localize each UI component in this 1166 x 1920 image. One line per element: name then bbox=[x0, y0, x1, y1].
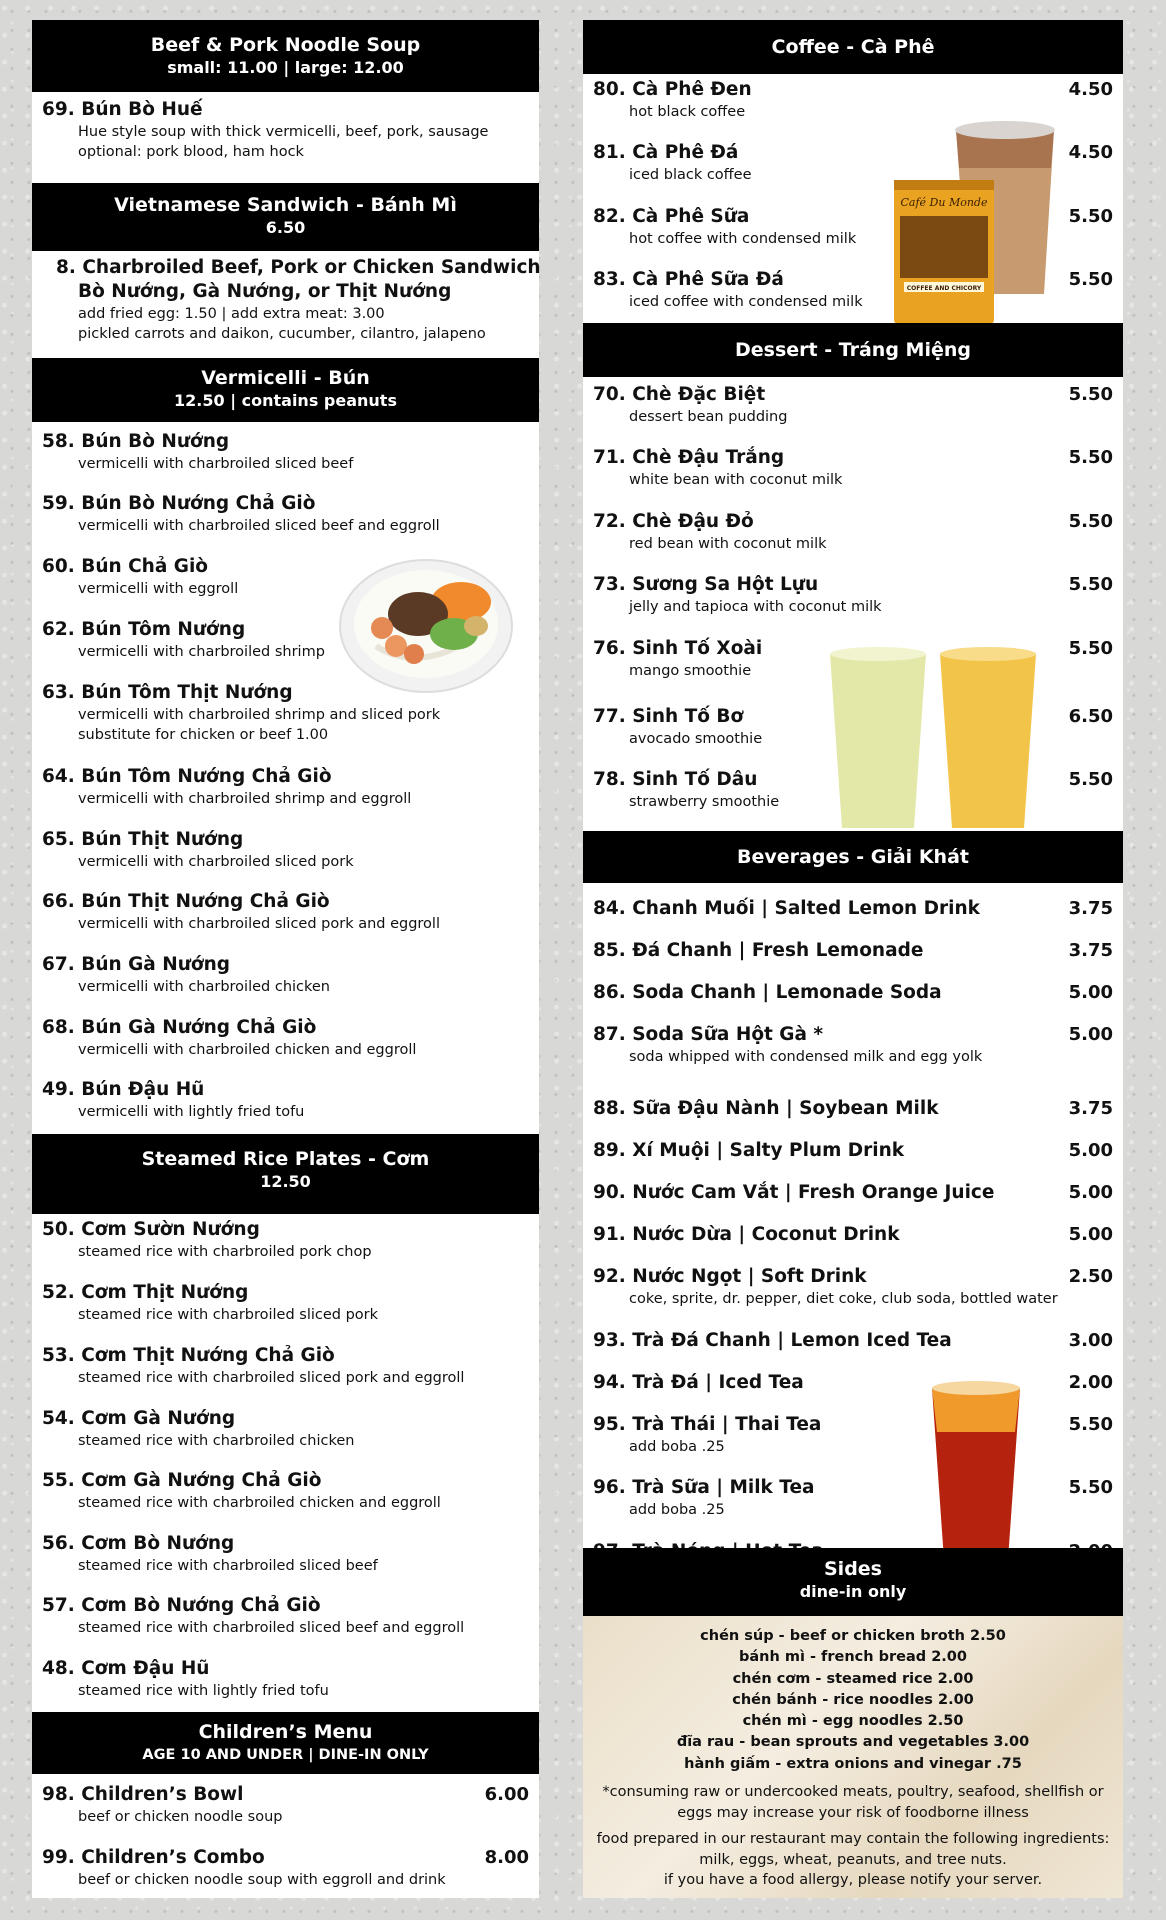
section-title: Beverages - Giải Khát bbox=[737, 846, 969, 868]
noodle-soup-header bbox=[32, 20, 539, 92]
item-name: 81. Cà Phê Đá bbox=[593, 142, 739, 163]
can-sublabel: COFFEE AND CHICORY bbox=[906, 285, 982, 292]
item-name: 60. Bún Chả Giò bbox=[42, 556, 209, 577]
item-price: 3.75 bbox=[1068, 898, 1113, 919]
item-name: 85. Đá Chanh | Fresh Lemonade bbox=[593, 940, 924, 961]
item-name: 99. Children’s Combo bbox=[42, 1847, 265, 1868]
section-subtitle: small: 11.00 | large: 12.00 bbox=[167, 58, 404, 77]
allergen-notice: food prepared in our restaurant may contain the following ingredients: milk, eggs, wheat, peanuts, and tree nuts. bbox=[596, 1831, 1110, 1868]
item-price: 5.00 bbox=[1068, 982, 1113, 1003]
item-name: 54. Cơm Gà Nướng bbox=[42, 1408, 236, 1429]
section-title: Dessert - Tráng Miệng bbox=[735, 339, 971, 361]
menu-item bbox=[593, 1181, 1113, 1205]
menu-item bbox=[42, 890, 529, 934]
menu-item bbox=[593, 1371, 1113, 1395]
item-price: 5.50 bbox=[1068, 1477, 1113, 1498]
sides-header bbox=[583, 1548, 1123, 1616]
item-price: 4.50 bbox=[1068, 142, 1113, 163]
item-description: vermicelli with charbroiled sliced beef and eggroll bbox=[78, 518, 440, 534]
item-name: 56. Cơm Bò Nướng bbox=[42, 1533, 235, 1554]
item-description: vermicelli with charbroiled shrimp bbox=[78, 644, 325, 660]
menu-item bbox=[42, 1218, 529, 1262]
item-price: 5.50 bbox=[1068, 269, 1113, 290]
item-description: vermicelli with charbroiled chicken bbox=[78, 979, 330, 995]
menu-item bbox=[42, 492, 529, 536]
menu-item bbox=[593, 637, 1113, 681]
item-name: 82. Cà Phê Sữa bbox=[593, 206, 750, 227]
item-description: dessert bean pudding bbox=[629, 409, 788, 425]
item-name: 70. Chè Đặc Biệt bbox=[593, 384, 766, 405]
menu-item bbox=[42, 430, 529, 474]
item-name: 87. Soda Sữa Hột Gà * bbox=[593, 1024, 824, 1045]
menu-item bbox=[42, 1281, 529, 1325]
item-price: 5.50 bbox=[1068, 1414, 1113, 1435]
item-name: 64. Bún Tôm Nướng Chả Giò bbox=[42, 766, 332, 787]
item-description: mango smoothie bbox=[629, 663, 752, 679]
item-price: 5.00 bbox=[1068, 1182, 1113, 1203]
item-description: vermicelli with charbroiled shrimp and sliced pork bbox=[78, 707, 441, 723]
item-name: 77. Sinh Tố Bơ bbox=[593, 706, 744, 727]
item-description: hot coffee with condensed milk bbox=[629, 231, 857, 247]
item-price: 8.00 bbox=[484, 1847, 529, 1868]
side-item: hành giấm - extra onions and vinegar .75 bbox=[684, 1755, 1022, 1772]
item-name-2: Bò Nướng, Gà Nướng, or Thịt Nướng bbox=[78, 281, 452, 302]
menu-item bbox=[593, 705, 1113, 749]
item-description: vermicelli with charbroiled sliced beef bbox=[78, 456, 354, 472]
menu-item bbox=[593, 205, 1113, 249]
item-price: 5.50 bbox=[1068, 574, 1113, 595]
menu-item bbox=[593, 268, 1113, 312]
item-name: 88. Sữa Đậu Nành | Soybean Milk bbox=[593, 1098, 939, 1119]
item-price: 5.50 bbox=[1068, 447, 1113, 468]
vermicelli-bowl-image bbox=[336, 554, 516, 696]
item-name: 8. Charbroiled Beef, Pork or Chicken Sandwich bbox=[56, 257, 541, 278]
item-name: 69. Bún Bò Huế bbox=[42, 99, 203, 120]
menu-item bbox=[593, 573, 1113, 617]
item-description: iced black coffee bbox=[629, 167, 752, 183]
menu-item bbox=[42, 1078, 529, 1122]
beverages-header bbox=[583, 831, 1123, 883]
item-price: 5.50 bbox=[1068, 511, 1113, 532]
section-subtitle: 6.50 bbox=[265, 218, 306, 237]
item-description: vermicelli with charbroiled sliced pork bbox=[78, 854, 354, 870]
section-title: Vietnamese Sandwich - Bánh Mì bbox=[114, 194, 457, 216]
item-description: vermicelli with eggroll bbox=[78, 581, 239, 597]
item-description: iced coffee with condensed milk bbox=[629, 294, 863, 310]
item-name: 48. Cơm Đậu Hũ bbox=[42, 1658, 210, 1679]
menu-item bbox=[593, 939, 1113, 963]
menu-item bbox=[593, 78, 1113, 122]
item-description: beef or chicken noodle soup with eggroll and drink bbox=[78, 1872, 446, 1888]
right-menu-column bbox=[583, 20, 1123, 1898]
item-description: steamed rice with charbroiled sliced beef bbox=[78, 1558, 378, 1574]
menu-item bbox=[593, 1023, 1113, 1067]
item-description: steamed rice with charbroiled sliced pork and eggroll bbox=[78, 1370, 465, 1386]
menu-item bbox=[42, 98, 529, 162]
item-name: 65. Bún Thịt Nướng bbox=[42, 829, 244, 850]
item-price: 5.00 bbox=[1068, 1224, 1113, 1245]
item-description: steamed rice with charbroiled sliced pork bbox=[78, 1307, 379, 1323]
item-price: 5.50 bbox=[1068, 638, 1113, 659]
item-description: steamed rice with charbroiled chicken and eggroll bbox=[78, 1495, 441, 1511]
menu-item bbox=[42, 1783, 529, 1827]
section-subtitle: 12.50 bbox=[260, 1172, 311, 1191]
section-title: Beef & Pork Noodle Soup bbox=[150, 34, 421, 56]
rice-header bbox=[32, 1134, 539, 1214]
children-header bbox=[32, 1712, 539, 1774]
menu-item bbox=[593, 981, 1113, 1005]
dessert-header bbox=[583, 323, 1123, 377]
item-description: add boba .25 bbox=[629, 1439, 725, 1455]
menu-item bbox=[42, 765, 529, 809]
item-price: 3.00 bbox=[1068, 1330, 1113, 1351]
side-item: chén cơm - steamed rice 2.00 bbox=[732, 1670, 974, 1687]
item-name: 78. Sinh Tố Dâu bbox=[593, 769, 758, 790]
item-name: 50. Cơm Sườn Nướng bbox=[42, 1219, 260, 1240]
item-description: Hue style soup with thick vermicelli, beef, pork, sausage bbox=[78, 124, 489, 140]
item-description: avocado smoothie bbox=[629, 731, 763, 747]
item-name: 59. Bún Bò Nướng Chả Giò bbox=[42, 493, 316, 514]
vermicelli-header bbox=[32, 358, 539, 422]
item-name: 58. Bún Bò Nướng bbox=[42, 431, 230, 452]
item-description: add boba .25 bbox=[629, 1502, 725, 1518]
coffee-header bbox=[583, 20, 1123, 74]
item-name: 90. Nước Cam Vắt | Fresh Orange Juice bbox=[593, 1182, 995, 1203]
item-name: 91. Nước Dừa | Coconut Drink bbox=[593, 1224, 900, 1245]
item-name: 83. Cà Phê Sữa Đá bbox=[593, 269, 784, 290]
item-description: steamed rice with charbroiled pork chop bbox=[78, 1244, 372, 1260]
menu-item bbox=[593, 1139, 1113, 1163]
item-price: 2.00 bbox=[1068, 1372, 1113, 1393]
menu-item bbox=[42, 1469, 529, 1513]
menu-item bbox=[593, 1223, 1113, 1247]
item-name: 49. Bún Đậu Hũ bbox=[42, 1079, 205, 1100]
item-name: 98. Children’s Bowl bbox=[42, 1784, 244, 1805]
item-description: vermicelli with charbroiled chicken and eggroll bbox=[78, 1042, 417, 1058]
side-item: chén bánh - rice noodles 2.00 bbox=[732, 1691, 974, 1708]
item-description: strawberry smoothie bbox=[629, 794, 780, 810]
menu-item bbox=[42, 828, 529, 872]
item-name: 94. Trà Đá | Iced Tea bbox=[593, 1372, 804, 1393]
item-description: add fried egg: 1.50 | add extra meat: 3.00 bbox=[78, 306, 385, 322]
item-name: 52. Cơm Thịt Nướng bbox=[42, 1282, 249, 1303]
item-description-2: optional: pork blood, ham hock bbox=[78, 144, 304, 160]
menu-item bbox=[42, 1594, 529, 1638]
menu-item bbox=[42, 1407, 529, 1451]
section-title: Steamed Rice Plates - Cơm bbox=[141, 1148, 430, 1170]
item-description: red bean with coconut milk bbox=[629, 536, 827, 552]
item-name: 57. Cơm Bò Nướng Chả Giò bbox=[42, 1595, 321, 1616]
thai-tea-image bbox=[928, 1374, 1024, 1562]
menu-item bbox=[593, 1097, 1113, 1121]
menu-item bbox=[593, 510, 1113, 554]
item-name: 67. Bún Gà Nướng bbox=[42, 954, 230, 975]
section-title: Vermicelli - Bún bbox=[201, 367, 370, 389]
item-name: 72. Chè Đậu Đỏ bbox=[593, 511, 754, 532]
menu-item bbox=[593, 768, 1113, 812]
menu-item bbox=[593, 446, 1113, 490]
item-price: 5.50 bbox=[1068, 206, 1113, 227]
item-name: 62. Bún Tôm Nướng bbox=[42, 619, 246, 640]
item-description: steamed rice with charbroiled chicken bbox=[78, 1433, 355, 1449]
menu-item bbox=[42, 1532, 529, 1576]
menu-item bbox=[42, 953, 529, 997]
menu-item bbox=[593, 897, 1113, 921]
section-title: Sides bbox=[824, 1558, 882, 1580]
menu-item bbox=[593, 141, 1113, 185]
item-description: soda whipped with condensed milk and egg yolk bbox=[629, 1049, 983, 1065]
food-safety-notice: *consuming raw or undercooked meats, poultry, seafood, shellfish or eggs may increase your risk of foodborne illness bbox=[602, 1784, 1104, 1821]
menu-item bbox=[593, 1413, 1113, 1457]
side-item: đĩa rau - bean sprouts and vegetables 3.00 bbox=[676, 1734, 1030, 1751]
item-name: 53. Cơm Thịt Nướng Chả Giò bbox=[42, 1345, 335, 1366]
item-name: 71. Chè Đậu Trắng bbox=[593, 447, 785, 468]
menu-item bbox=[593, 1329, 1113, 1353]
item-name: 80. Cà Phê Đen bbox=[593, 79, 752, 100]
item-name: 92. Nước Ngọt | Soft Drink bbox=[593, 1266, 867, 1287]
menu-item bbox=[593, 1476, 1113, 1520]
menu-item bbox=[42, 1846, 529, 1890]
item-description: steamed rice with lightly fried tofu bbox=[78, 1683, 329, 1699]
item-description: hot black coffee bbox=[629, 104, 746, 120]
section-subtitle: AGE 10 AND UNDER | DINE-IN ONLY bbox=[142, 1747, 429, 1763]
item-price: 4.50 bbox=[1068, 79, 1113, 100]
item-name: 63. Bún Tôm Thịt Nướng bbox=[42, 682, 293, 703]
item-description: jelly and tapioca with coconut milk bbox=[629, 599, 882, 615]
item-name: 89. Xí Muội | Salty Plum Drink bbox=[593, 1140, 905, 1161]
item-name: 73. Sương Sa Hột Lựu bbox=[593, 574, 819, 595]
menu-item bbox=[42, 1344, 529, 1388]
item-price: 3.75 bbox=[1068, 940, 1113, 961]
menu-item bbox=[42, 1657, 529, 1701]
menu-item bbox=[42, 1016, 529, 1060]
item-name: 76. Sinh Tố Xoài bbox=[593, 638, 763, 659]
item-description: coke, sprite, dr. pepper, diet coke, club soda, bottled water bbox=[629, 1291, 1058, 1307]
item-name: 84. Chanh Muối | Salted Lemon Drink bbox=[593, 898, 980, 919]
section-subtitle: 12.50 | contains peanuts bbox=[174, 391, 397, 410]
section-title: Children’s Menu bbox=[198, 1721, 373, 1743]
item-price: 6.00 bbox=[484, 1784, 529, 1805]
item-price: 5.00 bbox=[1068, 1140, 1113, 1161]
menu-item bbox=[593, 1265, 1113, 1309]
side-item: bánh mì - french bread 2.00 bbox=[739, 1649, 967, 1666]
can-label: Café Du Monde bbox=[900, 196, 988, 209]
side-item: chén súp - beef or chicken broth 2.50 bbox=[700, 1628, 1006, 1644]
sides-panel bbox=[583, 1616, 1123, 1898]
item-name: 66. Bún Thịt Nướng Chả Giò bbox=[42, 891, 330, 912]
item-description-2: substitute for chicken or beef 1.00 bbox=[78, 727, 329, 743]
item-name: 55. Cơm Gà Nướng Chả Giò bbox=[42, 1470, 322, 1491]
banh-mi-header bbox=[32, 183, 539, 251]
section-title: Coffee - Cà Phê bbox=[771, 36, 935, 58]
item-description: steamed rice with charbroiled sliced beef and eggroll bbox=[78, 1620, 465, 1636]
item-price: 6.50 bbox=[1068, 706, 1113, 727]
item-price: 5.50 bbox=[1068, 769, 1113, 790]
item-description: beef or chicken noodle soup bbox=[78, 1809, 283, 1825]
item-name: 68. Bún Gà Nướng Chả Giò bbox=[42, 1017, 317, 1038]
item-price: 5.00 bbox=[1068, 1024, 1113, 1045]
menu-item bbox=[56, 256, 541, 344]
item-name: 96. Trà Sữa | Milk Tea bbox=[593, 1477, 815, 1498]
item-name: 93. Trà Đá Chanh | Lemon Iced Tea bbox=[593, 1330, 952, 1351]
section-subtitle: dine-in only bbox=[799, 1582, 907, 1601]
left-menu-column bbox=[32, 20, 539, 1898]
side-item: chén mì - egg noodles 2.50 bbox=[742, 1713, 964, 1730]
item-price: 3.75 bbox=[1068, 1098, 1113, 1119]
menu-item bbox=[593, 383, 1113, 427]
item-price: 5.50 bbox=[1068, 384, 1113, 405]
item-name: 95. Trà Thái | Thai Tea bbox=[593, 1414, 822, 1435]
allergy-advice: if you have a food allergy, please notify your server. bbox=[663, 1872, 1043, 1889]
item-description-2: pickled carrots and daikon, cucumber, cilantro, jalapeno bbox=[78, 326, 486, 342]
item-description: vermicelli with lightly fried tofu bbox=[78, 1104, 305, 1120]
item-description: vermicelli with charbroiled sliced pork and eggroll bbox=[78, 916, 440, 932]
item-description: white bean with coconut milk bbox=[629, 472, 843, 488]
item-name: 86. Soda Chanh | Lemonade Soda bbox=[593, 982, 942, 1003]
item-description: vermicelli with charbroiled shrimp and eggroll bbox=[78, 791, 412, 807]
item-price: 2.50 bbox=[1068, 1266, 1113, 1287]
